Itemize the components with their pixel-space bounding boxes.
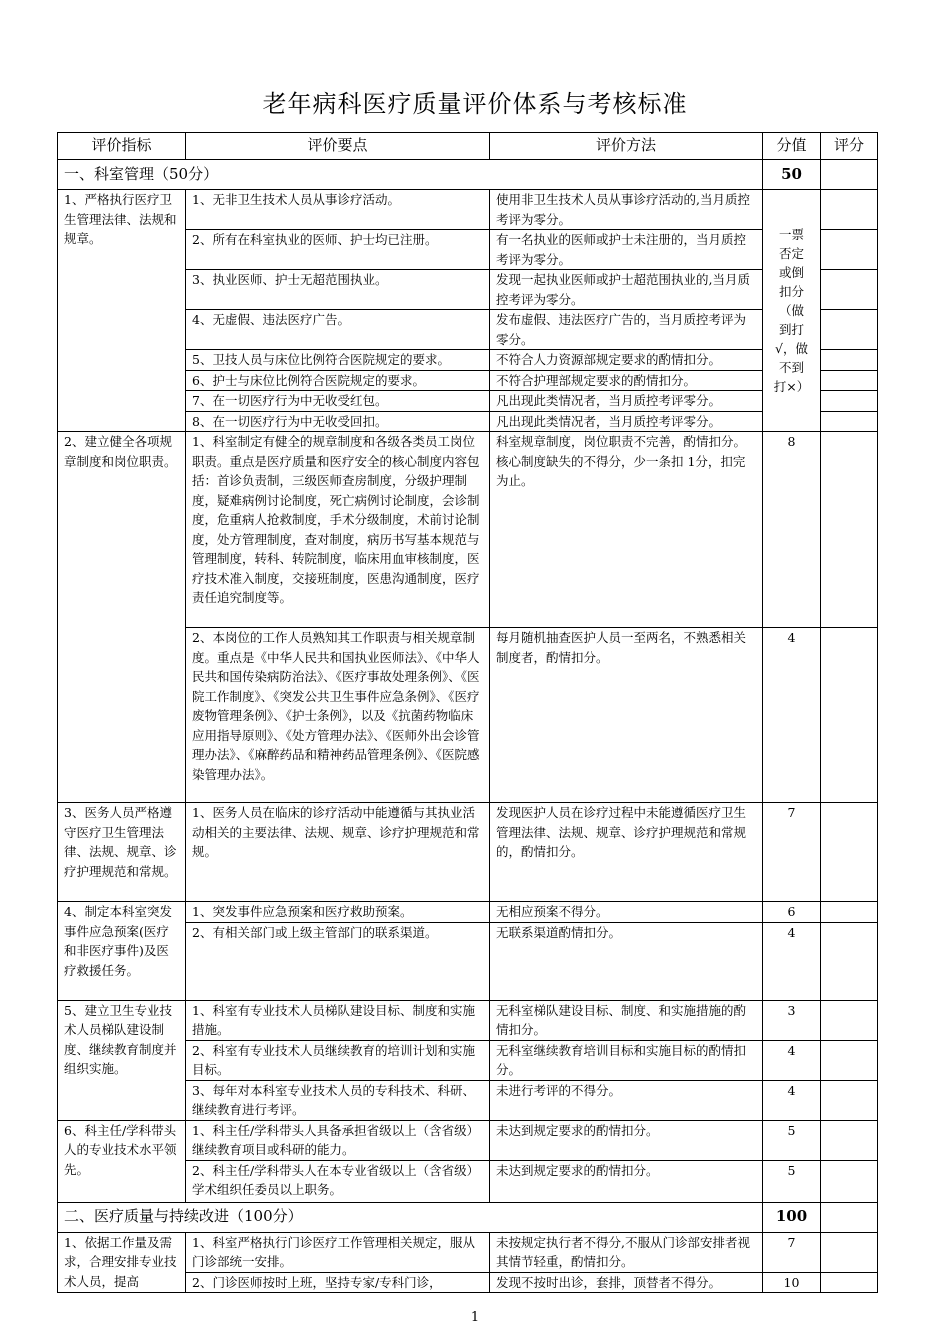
rating-cell (821, 1080, 878, 1120)
section-score: 100 (763, 1202, 821, 1232)
score-cell: 3 (763, 1000, 821, 1040)
table-row (58, 190, 878, 230)
rating-cell (821, 1120, 878, 1160)
indicator-cell: 3、医务人员严格遵守医疗卫生管理法律、法规、规章、诊疗护理规范和常规。 (58, 803, 186, 902)
score-cell: 4 (763, 922, 821, 1000)
method-cell: 无联系渠道酌情扣分。 (490, 922, 763, 1000)
rating-cell (821, 1160, 878, 1202)
section-row (58, 1202, 878, 1232)
score-cell: 4 (763, 1080, 821, 1120)
method-cell: 发现医护人员在诊疗过程中未能遵循医疗卫生管理法律、法规、规章、诊疗护理规范和常规的，酌情扣分。 (490, 803, 763, 902)
point-cell: 4、无虚假、违法医疗广告。 (186, 310, 490, 350)
method-cell: 凡出现此类情况者，当月质控考评零分。 (490, 411, 763, 432)
indicator-cell: 4、制定本科室突发事件应急预案(医疗和非医疗事件)及医疗救援任务。 (58, 902, 186, 1001)
header-point: 评价要点 (186, 133, 490, 160)
table-row (58, 1000, 878, 1040)
rating-cell (821, 432, 878, 628)
rating-cell (821, 803, 878, 902)
point-cell: 3、每年对本科室专业技术人员的专科技术、科研、继续教育进行考评。 (186, 1080, 490, 1120)
rating-cell (821, 1202, 878, 1232)
point-cell: 1、科室严格执行门诊医疗工作管理相关规定，服从门诊部统一安排。 (186, 1232, 490, 1272)
rating-cell (821, 310, 878, 350)
rating-cell (821, 1040, 878, 1080)
indicator-cell: 2、建立健全各项规章制度和岗位职责。 (58, 432, 186, 803)
page-number: 1 (470, 1310, 480, 1325)
method-cell: 发现一起执业医师或护士超范围执业的,当月质控考评为零分。 (490, 270, 763, 310)
section-score: 50 (763, 160, 821, 190)
rating-cell (821, 922, 878, 1000)
score-cell: 7 (763, 1232, 821, 1272)
rating-cell (821, 160, 878, 190)
veto-note: 一票否定或倒扣分（做到打√，做不到打×） (763, 190, 821, 432)
table-row (58, 1232, 878, 1272)
method-cell: 未进行考评的不得分。 (490, 1080, 763, 1120)
method-cell: 发现不按时出诊，套排，顶替者不得分。 (490, 1272, 763, 1293)
header-indicator: 评价指标 (58, 133, 186, 160)
rating-cell (821, 628, 878, 803)
section-label: 一、科室管理（50分） (58, 160, 763, 190)
point-cell: 5、卫技人员与床位比例符合医院规定的要求。 (186, 350, 490, 371)
score-cell: 4 (763, 1040, 821, 1080)
point-cell: 2、门诊医师按时上班，坚持专家/专科门诊， (186, 1272, 490, 1293)
rating-cell (821, 350, 878, 371)
header-rating: 评分 (821, 133, 878, 160)
point-cell: 8、在一切医疗行为中无收受回扣。 (186, 411, 490, 432)
point-cell: 2、科主任/学科带头人在本专业省级以上（含省级）学术组织任委员以上职务。 (186, 1160, 490, 1202)
point-cell: 2、所有在科室执业的医师、护士均已注册。 (186, 230, 490, 270)
table-row (58, 803, 878, 902)
evaluation-table (57, 132, 878, 1293)
method-cell: 无科室梯队建设目标、制度、和实施措施的酌情扣分。 (490, 1000, 763, 1040)
method-cell: 未达到规定要求的酌情扣分。 (490, 1160, 763, 1202)
method-cell: 使用非卫生技术人员从事诊疗活动的,当月质控考评为零分。 (490, 190, 763, 230)
method-cell: 未按规定执行者不得分,不服从门诊部安排者视其情节轻重，酌情扣分。 (490, 1232, 763, 1272)
method-cell: 科室规章制度，岗位职责不完善，酌情扣分。核心制度缺失的不得分，少一条扣 1分，扣完为止。 (490, 432, 763, 628)
method-cell: 凡出现此类情况者，当月质控考评零分。 (490, 391, 763, 412)
indicator-cell: 1、严格执行医疗卫生管理法律、法规和规章。 (58, 190, 186, 432)
point-cell: 1、无非卫生技术人员从事诊疗活动。 (186, 190, 490, 230)
point-cell: 1、科室有专业技术人员梯队建设目标、制度和实施措施。 (186, 1000, 490, 1040)
method-cell: 未达到规定要求的酌情扣分。 (490, 1120, 763, 1160)
indicator-cell: 6、科主任/学科带头人的专业技术水平领先。 (58, 1120, 186, 1202)
header-method: 评价方法 (490, 133, 763, 160)
rating-cell (821, 190, 878, 230)
rating-cell (821, 1272, 878, 1293)
point-cell: 1、突发事件应急预案和医疗救助预案。 (186, 902, 490, 923)
method-cell: 不符合护理部规定要求的酌情扣分。 (490, 370, 763, 391)
indicator-cell: 1、依据工作量及需求，合理安排专业技术人员，提高 (58, 1232, 186, 1293)
page-title: 老年病科医疗质量评价体系与考核标准 (262, 90, 688, 118)
point-cell: 1、科室制定有健全的规章制度和各级各类员工岗位职责。重点是医疗质量和医疗安全的核心制度内容包括：首诊负责制，三级医师查房制度，分级护理制度，疑难病例讨论制度，死亡病例讨论制度，会诊制度，危重病人抢救制度，手术分级制度，术前讨论制度，处方管理制度，查对制度，病历书写基本规范与管理制度，转科、转院制度，临床用血审核制度，医疗技术准入制度，交接班制度，医患沟通制度，医疗责任追究制度等。 (186, 432, 490, 628)
section-row (58, 160, 878, 190)
method-cell: 无科室继续教育培训目标和实施目标的酌情扣分。 (490, 1040, 763, 1080)
score-cell: 8 (763, 432, 821, 628)
point-cell: 6、护士与床位比例符合医院规定的要求。 (186, 370, 490, 391)
score-cell: 5 (763, 1120, 821, 1160)
method-cell: 发布虚假、违法医疗广告的，当月质控考评为零分。 (490, 310, 763, 350)
rating-cell (821, 391, 878, 412)
score-cell: 5 (763, 1160, 821, 1202)
point-cell: 1、医务人员在临床的诊疗活动中能遵循与其执业活动相关的主要法律、法规、规章、诊疗护理规范和常规。 (186, 803, 490, 902)
rating-cell (821, 1000, 878, 1040)
section-label: 二、医疗质量与持续改进（100分） (58, 1202, 763, 1232)
method-cell: 无相应预案不得分。 (490, 902, 763, 923)
table-row (58, 902, 878, 923)
method-cell: 有一名执业的医师或护士未注册的，当月质控考评为零分。 (490, 230, 763, 270)
point-cell: 1、科主任/学科带头人具备承担省级以上（含省级）继续教育项目或科研的能力。 (186, 1120, 490, 1160)
score-cell: 6 (763, 902, 821, 923)
rating-cell (821, 370, 878, 391)
rating-cell (821, 902, 878, 923)
method-cell: 不符合人力资源部规定要求的酌情扣分。 (490, 350, 763, 371)
rating-cell (821, 230, 878, 270)
header-score: 分值 (763, 133, 821, 160)
indicator-cell: 5、建立卫生专业技术人员梯队建设制度、继续教育制度并组织实施。 (58, 1000, 186, 1120)
table-row (58, 432, 878, 628)
point-cell: 3、执业医师、护士无超范围执业。 (186, 270, 490, 310)
score-cell: 10 (763, 1272, 821, 1293)
method-cell: 每月随机抽查医护人员一至两名，不熟悉相关制度者，酌情扣分。 (490, 628, 763, 803)
rating-cell (821, 1232, 878, 1272)
score-cell: 4 (763, 628, 821, 803)
point-cell: 2、有相关部门或上级主管部门的联系渠道。 (186, 922, 490, 1000)
rating-cell (821, 270, 878, 310)
table-row (58, 1120, 878, 1160)
score-cell: 7 (763, 803, 821, 902)
rating-cell (821, 411, 878, 432)
point-cell: 2、本岗位的工作人员熟知其工作职责与相关规章制度。重点是《中华人民共和国执业医师法》、《中华人民共和国传染病防治法》、《医疗事故处理条例》、《医院工作制度》、《突发公共卫生事件应急条例》、《医疗废物管理条例》、《护士条例》，以及《抗菌药物临床应用指导原则》、《处方管理办法》、《医师外出会诊管理办法》、《麻醉药品和精神药品管理条例》、《医院感染管理办法》。 (186, 628, 490, 803)
point-cell: 7、在一切医疗行为中无收受红包。 (186, 391, 490, 412)
point-cell: 2、科室有专业技术人员继续教育的培训计划和实施目标。 (186, 1040, 490, 1080)
header-row (58, 133, 878, 160)
